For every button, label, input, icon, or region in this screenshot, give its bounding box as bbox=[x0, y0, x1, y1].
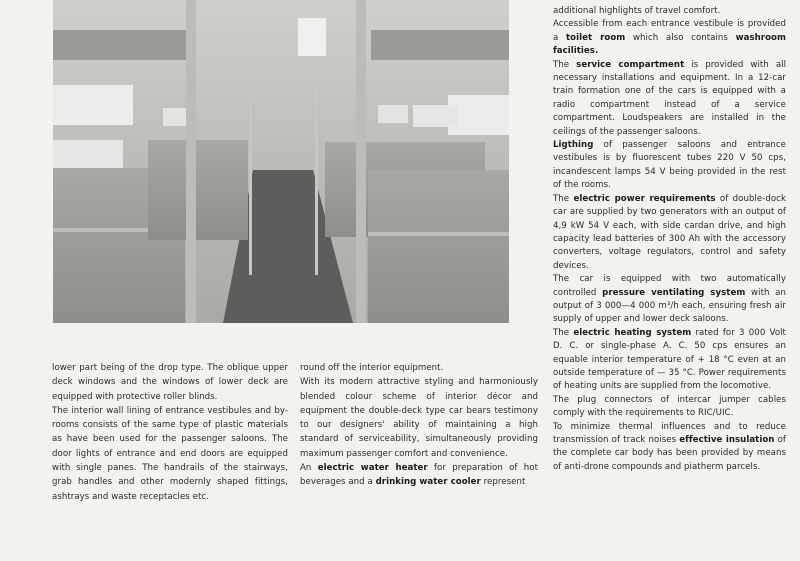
paragraph bbox=[553, 59, 786, 139]
text-column-left bbox=[52, 361, 288, 504]
text-run: Accessible from each entrance vestibule is provided a bbox=[553, 19, 786, 43]
text-column-right bbox=[553, 5, 786, 474]
text-run: of passenger saloons and entrance vestibules is by fluorescent tubes 220 V 50 cps, incandescent lamps 54 V being provided in the rest of the rooms. bbox=[553, 140, 786, 191]
paragraph bbox=[553, 5, 786, 18]
text-run: additional highlights of travel comfort. bbox=[553, 6, 721, 16]
text-run: To minimize thermal influences and to reduce transmission of track noises bbox=[553, 421, 786, 445]
text-run: With its modern attractive styling and harmoniously blended colour scheme of interior décor and equipment the double-deck type car bears testimony to our designers' ability of maintaining a high standard of serviceability, simultaneously providing maximum passenger comfort and convenience. bbox=[300, 377, 538, 459]
paragraph bbox=[300, 461, 538, 490]
text-run: round off the interior equipment. bbox=[300, 363, 444, 373]
paragraph bbox=[553, 139, 786, 193]
paragraph bbox=[300, 375, 538, 461]
text-run: The bbox=[553, 59, 577, 70]
train-interior-photo bbox=[53, 0, 509, 323]
text-run: The bbox=[553, 327, 574, 338]
paragraph bbox=[300, 361, 538, 375]
text-run: rated for 3 000 Volt D. C. or single-phase A. C. 50 cps ensures an equable interior temperature of + 18 °C even at an outside temperature of — 35 °C. Power requirements of heating units are supplied from the locomotive. bbox=[553, 327, 786, 392]
text-run: The bbox=[553, 193, 574, 204]
text-column-middle bbox=[300, 361, 538, 490]
text-run: for preparation of hot beverages and a bbox=[300, 463, 538, 488]
text-run: The interior wall lining of entrance vestibules and by-rooms consists of the same type of plastic materials as have been used for the passenger saloons. The door lights of entrance and end doors are equipped with single panes. The handrails of the stairways, grab handles and other modernly shaped fittings, ashtrays and waste receptacles etc. bbox=[52, 405, 288, 502]
text-run: The car is equipped with two automatically controlled bbox=[553, 274, 786, 298]
text-run: is provided with all necessary installations and equipment. In a 12-car train formation one of the cars is equipped with a radio compartment instead of a service compartment. Loudspeakers are installed in the ceilings of the passenger saloons. bbox=[553, 59, 787, 137]
text-run: of double-dock car are supplied by two generators with an output of 4,9 kW 54 V each, with side cardan drive, and high capacity lead batteries of 300 Ah with the accessory converters, voltage regulators, control and safety devices. bbox=[553, 193, 786, 271]
paragraph bbox=[553, 18, 786, 58]
bold-term: pressure ventilating system bbox=[602, 287, 746, 298]
paragraph bbox=[553, 394, 786, 421]
bold-term: Ligthing bbox=[553, 140, 594, 151]
paragraph bbox=[553, 193, 786, 273]
text-run: of the complete car body has been provided by means of anti-drone compounds and piatherm parcels. bbox=[553, 435, 787, 472]
paragraph bbox=[52, 404, 288, 504]
bold-term: drinking water cooler bbox=[375, 477, 481, 488]
paragraph bbox=[553, 421, 786, 475]
text-run: represent bbox=[480, 477, 526, 488]
text-run: The plug connectors of intercar jumper cables comply with the requirements to RIC/UIC. bbox=[553, 394, 786, 419]
paragraph bbox=[52, 361, 288, 404]
text-run: lower part being of the drop type. The oblique upper deck windows and the windows of lower deck are equipped with protective roller blinds. bbox=[52, 363, 288, 402]
bold-term: electric water heater bbox=[317, 463, 428, 474]
bold-term: electric power requirements bbox=[573, 193, 716, 204]
text-run: An bbox=[300, 463, 318, 474]
text-run: which also contains bbox=[625, 32, 736, 43]
bold-term: effective insulation bbox=[679, 435, 775, 445]
paragraph bbox=[553, 273, 786, 327]
bold-term: washroom facilities. bbox=[553, 32, 786, 57]
bold-term: electric heating system bbox=[573, 327, 692, 338]
paragraph bbox=[553, 327, 786, 394]
bold-term: service compartment bbox=[576, 59, 685, 70]
text-run: with an output of 3 000—4 000 m³/h each, ensuring fresh air supply of upper and lower deck saloons. bbox=[553, 287, 786, 325]
bold-term: toilet room bbox=[566, 32, 626, 43]
